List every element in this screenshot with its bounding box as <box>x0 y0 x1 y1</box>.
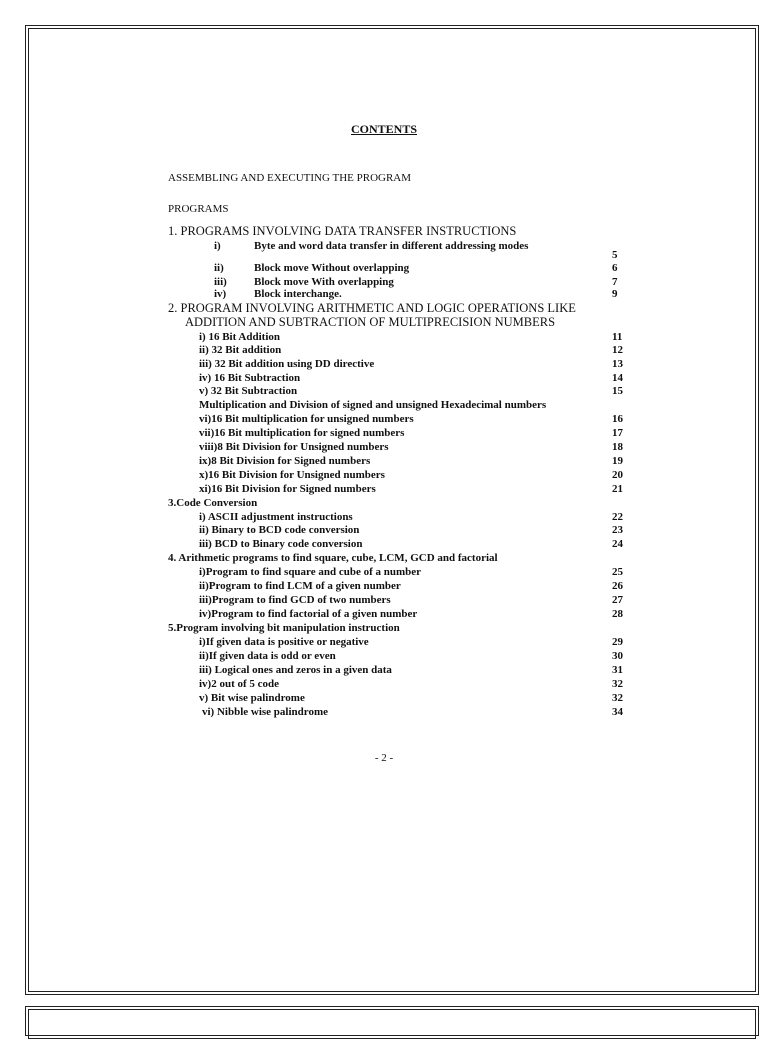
toc-item: xi)16 Bit Division for Signed numbers <box>199 483 376 495</box>
toc-page: 12 <box>612 344 623 356</box>
toc-item: viii)8 Bit Division for Unsigned numbers <box>199 441 389 453</box>
toc-num: ii) <box>214 262 224 274</box>
toc-page: 32 <box>612 692 623 704</box>
toc-item: iii) BCD to Binary code conversion <box>199 538 363 550</box>
section-assembling: ASSEMBLING AND EXECUTING THE PROGRAM <box>168 172 412 184</box>
toc-item: iv) 16 Bit Subtraction <box>199 372 301 384</box>
toc-page: 9 <box>612 288 618 300</box>
toc-page: 6 <box>612 262 618 274</box>
toc-item: vi) Nibble wise palindrome <box>202 706 329 718</box>
toc-item: iv)Program to find factorial of a given number <box>199 608 418 620</box>
section-programs: PROGRAMS <box>168 203 229 215</box>
toc-item: i)If given data is positive or negative <box>199 636 369 648</box>
toc-page: 5 <box>612 249 618 261</box>
toc-num: iii) <box>214 276 227 288</box>
toc-item: Block interchange. <box>254 288 342 300</box>
toc-page: 34 <box>612 706 623 718</box>
toc-page: 26 <box>612 580 623 592</box>
toc-page: 32 <box>612 678 623 690</box>
toc-item: x)16 Bit Division for Unsigned numbers <box>199 469 385 481</box>
toc-heading-4: 4. Arithmetic programs to find square, cube, LCM, GCD and factorial <box>168 552 498 564</box>
toc-heading-1: 1. PROGRAMS INVOLVING DATA TRANSFER INSTRUCTIONS <box>168 224 517 238</box>
toc-page: 7 <box>612 276 618 288</box>
toc-num: iv) <box>214 288 227 300</box>
toc-page: 19 <box>612 455 623 467</box>
toc-page: 16 <box>612 413 623 425</box>
toc-page: 24 <box>612 538 623 550</box>
toc-item: ii) 32 Bit addition <box>199 344 282 356</box>
toc-subheading: Multiplication and Division of signed and unsigned Hexadecimal numbers <box>199 399 547 411</box>
toc-page: 14 <box>612 372 623 384</box>
toc-item: Block move Without overlapping <box>254 262 410 274</box>
toc-heading-2: 2. PROGRAM INVOLVING ARITHMETIC AND LOGIC OPERATIONS LIKE <box>168 301 576 315</box>
toc-page: 17 <box>612 427 623 439</box>
toc-item: i) 16 Bit Addition <box>199 331 280 343</box>
toc-page: 21 <box>612 483 623 495</box>
toc-page: 28 <box>612 608 623 620</box>
toc-page: 27 <box>612 594 623 606</box>
toc-item: ix)8 Bit Division for Signed numbers <box>199 455 371 467</box>
toc-item: iv)2 out of 5 code <box>199 678 280 690</box>
toc-item: Byte and word data transfer in different addressing modes <box>254 240 529 252</box>
toc-heading-5: 5.Program involving bit manipulation instruction <box>168 622 400 634</box>
toc-item: iii)Program to find GCD of two numbers <box>199 594 391 606</box>
toc-page: 18 <box>612 441 623 453</box>
toc-page: 23 <box>612 524 623 536</box>
toc-item: ii)Program to find LCM of a given number <box>199 580 401 592</box>
toc-page: 22 <box>612 511 623 523</box>
toc-item: i)Program to find square and cube of a number <box>199 566 422 578</box>
toc-item: v) 32 Bit Subtraction <box>199 385 298 397</box>
toc-num: i) <box>214 240 221 252</box>
toc-page: 13 <box>612 358 623 370</box>
toc-page: 20 <box>612 469 623 481</box>
page-number: - 2 - <box>374 752 394 764</box>
toc-item: ii)If given data is odd or even <box>199 650 336 662</box>
page-title: CONTENTS <box>350 122 418 136</box>
toc-item: Block move With overlapping <box>254 276 394 288</box>
toc-page: 11 <box>612 331 623 343</box>
toc-heading-3: 3.Code Conversion <box>168 497 258 509</box>
toc-item: iii) Logical ones and zeros in a given data <box>199 664 392 676</box>
toc-item: i) ASCII adjustment instructions <box>199 511 353 523</box>
next-page-border-inner <box>28 1009 756 1039</box>
toc-item: vii)16 Bit multiplication for signed numbers <box>199 427 405 439</box>
toc-page: 25 <box>612 566 623 578</box>
toc-page: 31 <box>612 664 623 676</box>
toc-page: 30 <box>612 650 623 662</box>
toc-item: ii) Binary to BCD code conversion <box>199 524 360 536</box>
toc-page: 15 <box>612 385 623 397</box>
toc-item: iii) 32 Bit addition using DD directive <box>199 358 375 370</box>
toc-item: vi)16 Bit multiplication for unsigned numbers <box>199 413 414 425</box>
toc-heading-2-cont: ADDITION AND SUBTRACTION OF MULTIPRECISION NUMBERS <box>185 315 556 329</box>
toc-page: 29 <box>612 636 623 648</box>
toc-item: v) Bit wise palindrome <box>199 692 305 704</box>
